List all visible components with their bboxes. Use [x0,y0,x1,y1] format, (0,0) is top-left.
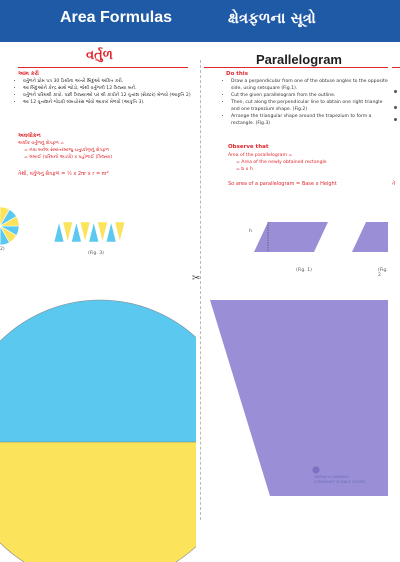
vascsc-logo-icon [312,466,320,474]
parallelogram-section-title: Parallelogram [256,52,342,67]
right-bullet [394,106,397,109]
parallelogram-fig2 [352,218,388,254]
parallelogram-step: • Draw a perpendicular from one of the obtuse angles to the opposite side, using setsquare (Fig.1). [231,78,388,92]
circle-observe-heading: અવલોકન [18,133,41,140]
parallelogram-step: • Arrange the triangular shape around the trapezium to form a rectangle. (Fig.3) [231,113,388,127]
circle-step: • આ બિંદુઓને કેન્દ્ર સાથે જોડો, જેથી વર્તુળની 12 ત્રિજ્યા બને. [23,85,192,92]
large-trapezium-model [210,300,388,542]
rearranged-sector [97,222,107,242]
parallelogram-observe-heading: Observe that [228,144,268,150]
scissors-icon: ✂ [192,273,200,284]
right-title-rule [392,67,400,68]
circle-fig3-label: (Fig. 3) [88,251,104,256]
parallelogram-formula: So area of a parallelogram = Base x Height [228,181,337,187]
circle-rearranged-figure [54,222,138,246]
circle-fig2-label: 2) [0,247,5,252]
rearranged-sector [115,222,125,242]
parallelogram-observe-line: = b x h [236,166,253,173]
parallelogram-observe-line: Area of the parallelogram = [228,152,292,159]
parallelogram-step: • Cut the given parallelogram from the outline. [231,92,388,99]
circle-observe-line: = લંબાઈ (પરિઘનો અડધો) x પહોળાઈ (ત્રિજ્યા) [24,154,112,161]
rearranged-sector [71,222,81,242]
circle-todo-heading: આમ કરો [18,71,39,78]
parallelogram-panel [204,42,388,520]
circle-section-title: વર્તુળ [86,47,113,63]
parallelogram-fig2-label: (Fig. 2 [378,268,388,278]
page-header [0,0,400,42]
circle-step: • વર્તુળને પરિઘથી કાપો. પછી ત્રિજ્યાઓ પર થી કાપીને 12 વૃત્તાંશ (સેક્ટર) મેળવો (આકૃતિ 2) [23,92,192,99]
rearranged-sector [80,222,90,242]
logo-line: VIKRAM A SARABHAI [314,475,366,480]
title-english: Area Formulas [60,9,172,27]
cut-line [200,60,201,520]
right-panel-fragment [392,42,400,520]
rearranged-sector [63,222,73,242]
parallelogram-step: • Then, cut along the perpendicular line to obtain one right triangle and one trapezium shape. (Fig.2) [231,99,388,113]
circle-observe-line: = નવા બનેલ સમાંતરબાજુ ચતુષ્કોણનું ક્ષેત્રફળ [24,147,109,154]
parallelogram-fig2-shape [352,222,388,252]
parallelogram-title-rule [204,67,388,68]
rearranged-sector [89,222,99,242]
big-circle-model [0,284,196,562]
parallelogram-todo-heading: Do this [226,71,248,77]
rearranged-sector [54,222,64,242]
circle-formula: તેથી, વર્તુળનું ક્ષેત્રફળ = ½ x 2πr x r = πr² [18,171,109,177]
parallelogram-fig1-label: (Fig. 1) [296,268,312,273]
height-label: h [249,229,252,234]
circle-step: • આ 12 વૃત્તાંશને ગોઠવી લંબચોરસ જેવો આકાર મેળવો (આકૃતિ 3). [23,99,192,106]
rearranged-sector [106,222,116,242]
circle-sectors-figure [0,206,20,246]
parallelogram-steps [224,78,388,127]
trapezium-shape [210,300,388,496]
circle-panel [0,42,196,520]
title-gujarati: ક્ષેત્રફળના સૂત્રો [228,9,316,27]
right-bullet [394,118,397,121]
parallelogram-fig1 [254,218,330,254]
logo-text [314,475,366,484]
parallelogram-fig1-shape [254,222,328,252]
circle-title-rule [18,67,188,68]
parallelogram-observe-line: = Area of the newly obtained rectangle [236,159,327,166]
right-fragment-text: તે [392,181,395,187]
circle-step: • વર્તુળને પ્રોમ પત્ર 30 ડિગ્રીના અંતરે બિંદુઓ અંકિત કરો. [23,78,192,85]
circle-steps [16,78,192,106]
circle-observe-line: અર્ધાક વર્તુળનું ક્ષેત્રફળ = [18,140,64,147]
right-bullet [394,90,397,93]
logo-line: COMMUNITY SCIENCE CENTRE [314,480,366,485]
